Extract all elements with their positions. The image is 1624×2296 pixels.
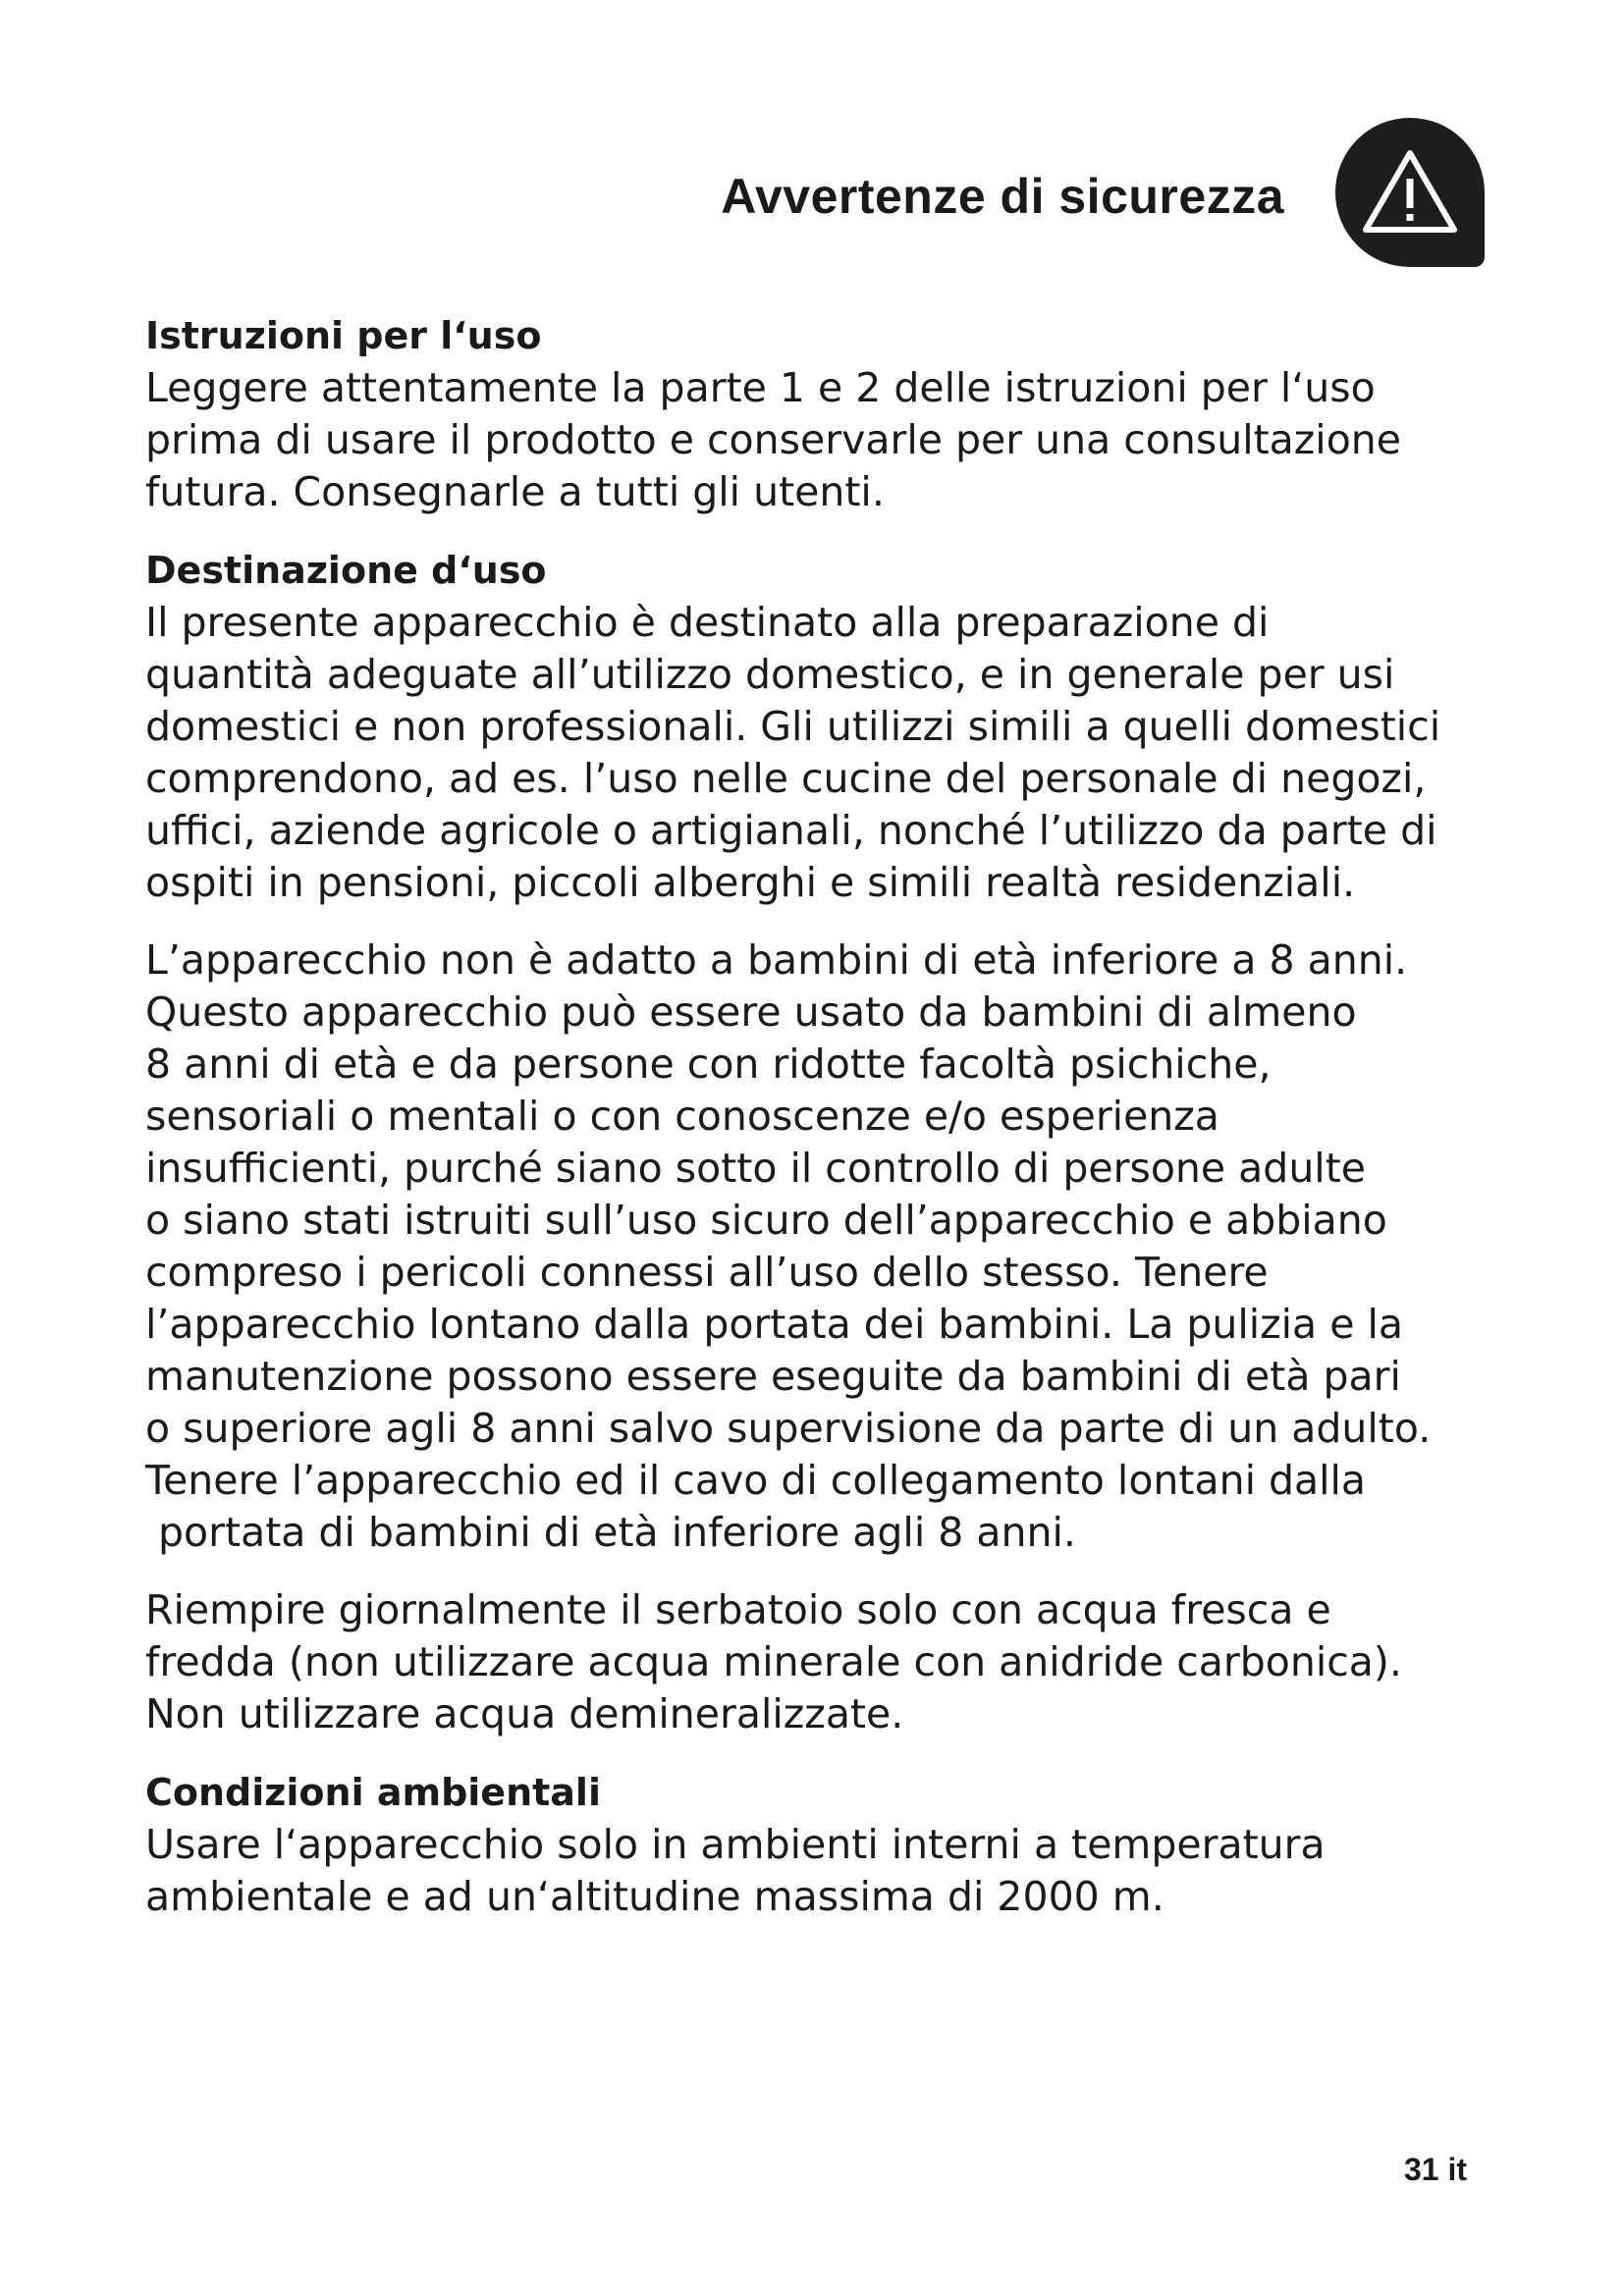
text-line: Usare l‘apparecchio solo in ambienti interni a temperatura bbox=[145, 1821, 1326, 1868]
text-line: L’apparecchio non è adatto a bambini di età inferiore a 8 anni. bbox=[145, 936, 1408, 984]
text-line: Riempire giornalmente il serbatoio solo con acqua fresca e bbox=[145, 1586, 1331, 1633]
text-line: domestici e non professionali. Gli utilizzi simili a quelli domestici bbox=[145, 703, 1441, 750]
page-title: Avvertenze di sicurezza bbox=[721, 169, 1284, 224]
section-istruzioni bbox=[145, 309, 1500, 518]
text-line: l’apparecchio lontano dalla portata dei bambini. La pulizia e la bbox=[145, 1301, 1403, 1348]
text-line: Leggere attentamente la parte 1 e 2 delle istruzioni per l‘uso bbox=[145, 364, 1376, 411]
text-line: sensoriali o mentali o con conoscenze e/o esperienza bbox=[145, 1093, 1219, 1140]
text-line: compreso i pericoli connessi all’uso dello stesso. Tenere bbox=[145, 1249, 1269, 1296]
text-line: comprendono, ad es. l’uso nelle cucine del personale di negozi, bbox=[145, 755, 1427, 802]
section-heading: Condizioni ambientali bbox=[145, 1771, 601, 1814]
section-bambini bbox=[145, 934, 1500, 1559]
text-line: o siano stati istruiti sull’uso sicuro dell’apparecchio e abbiano bbox=[145, 1197, 1387, 1244]
text-line: prima di usare il prodotto e conservarle per una consultazione bbox=[145, 416, 1401, 463]
text-line: quantità adeguate all’utilizzo domestico, e in generale per usi bbox=[145, 651, 1395, 698]
text-line: Non utilizzare acqua demineralizzate. bbox=[145, 1690, 904, 1737]
warning-badge bbox=[1335, 118, 1485, 267]
section-heading: Destinazione d‘uso bbox=[145, 549, 547, 592]
text-line: ospiti in pensioni, piccoli alberghi e simili realtà residenziali. bbox=[145, 859, 1356, 906]
text-line: Questo apparecchio può essere usato da bambini di almeno bbox=[145, 988, 1357, 1036]
text-line: Tenere l’apparecchio ed il cavo di collegamento lontani dalla bbox=[145, 1457, 1367, 1504]
section-destinazione bbox=[145, 544, 1500, 909]
text-line: 8 anni di età e da persone con ridotte facoltà psichiche, bbox=[145, 1041, 1272, 1088]
text-line: fredda (non utilizzare acqua minerale con anidride carbonica). bbox=[145, 1638, 1402, 1685]
section-heading: Istruzioni per l‘uso bbox=[145, 314, 542, 357]
page-number: 31 it bbox=[1403, 2152, 1467, 2187]
text-line: o superiore agli 8 anni salvo supervisione da parte di un adulto. bbox=[145, 1405, 1432, 1452]
document-body bbox=[145, 309, 1500, 1949]
text-line: insufficienti, purché siano sotto il controllo di persone adulte bbox=[145, 1145, 1366, 1192]
text-line: Il presente apparecchio è destinato alla preparazione di bbox=[145, 599, 1270, 646]
section-condizioni bbox=[145, 1766, 1500, 1923]
text-line: manutenzione possono essere eseguite da bambini di età pari bbox=[145, 1353, 1401, 1400]
text-line: futura. Consegnarle a tutti gli utenti. bbox=[145, 468, 885, 515]
text-line: portata di bambini di età inferiore agli 8 anni. bbox=[145, 1509, 1076, 1556]
text-line: uffici, aziende agricole o artigianali, nonché l’utilizzo da parte di bbox=[145, 807, 1437, 854]
section-serbatoio bbox=[145, 1584, 1500, 1740]
text-line: ambientale e ad un‘altitudine massima di 2000 m. bbox=[145, 1873, 1164, 1920]
warning-triangle-icon bbox=[1361, 147, 1459, 236]
